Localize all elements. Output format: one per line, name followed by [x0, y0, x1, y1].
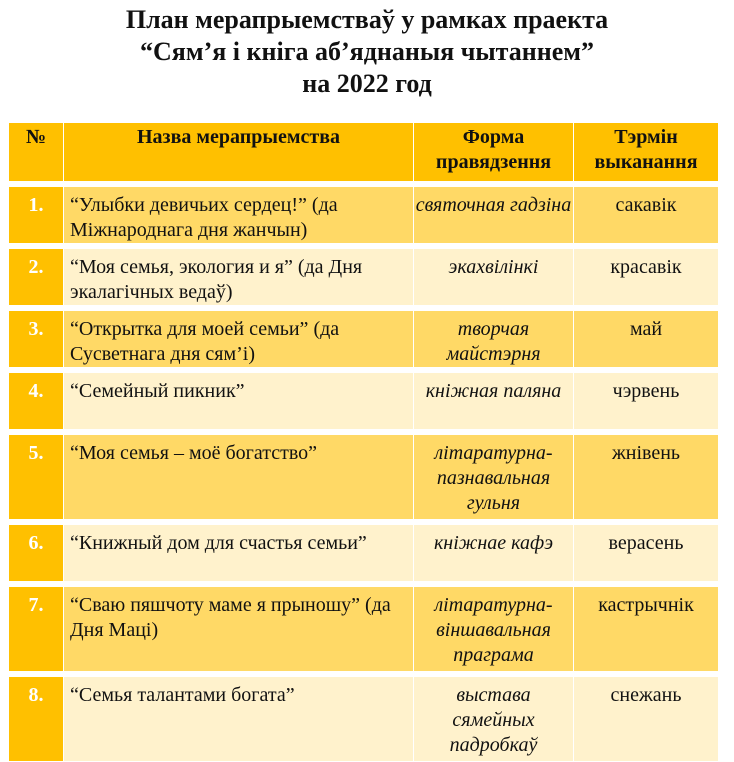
row-event-name: “Сваю пяшчоту маме я прыношу” (да Дня Маці) [64, 587, 414, 672]
row-number: 7. [9, 587, 64, 672]
row-event-term: жнівень [574, 435, 719, 520]
row-event-name: “Моя семья, экология и я” (да Дня экалагічных ведаў) [64, 249, 414, 306]
row-event-name: “Семейный пикник” [64, 373, 414, 430]
row-event-term: чэрвень [574, 373, 719, 430]
row-event-form: святочная гадзіна [414, 187, 574, 244]
table-row [9, 525, 719, 582]
row-event-form: творчая майстэрня [414, 311, 574, 368]
row-event-name: “Книжный дом для счастья семьи” [64, 525, 414, 582]
events-table [8, 122, 719, 762]
row-event-term: верасень [574, 525, 719, 582]
header-term: Тэрмін выканання [574, 123, 719, 182]
row-event-form: літаратурна-пазнавальная гульня [414, 435, 574, 520]
table-row [9, 587, 719, 672]
row-event-form: экахвілінкі [414, 249, 574, 306]
row-event-term: красавік [574, 249, 719, 306]
row-event-name: “Открытка для моей семьи” (да Сусветнага дня сям’і) [64, 311, 414, 368]
row-number: 8. [9, 677, 64, 762]
row-event-term: май [574, 311, 719, 368]
row-number: 4. [9, 373, 64, 430]
row-event-form: кніжная паляна [414, 373, 574, 430]
table-row [9, 187, 719, 244]
row-number: 5. [9, 435, 64, 520]
row-event-form: выстава сямейных падробкаў [414, 677, 574, 762]
row-event-term: кастрычнік [574, 587, 719, 672]
table-row [9, 435, 719, 520]
row-event-name: “Улыбки девичьих сердец!” (да Міжнароднага дня жанчын) [64, 187, 414, 244]
row-event-term: сакавік [574, 187, 719, 244]
title-line-2: “Сям’я і кніга аб’яднаныя чытаннем” [140, 37, 594, 66]
header-name: Назва мерапрыемства [64, 123, 414, 182]
table-row [9, 677, 719, 762]
row-number: 3. [9, 311, 64, 368]
title-line-3: на 2022 год [302, 69, 432, 98]
row-event-term: снежань [574, 677, 719, 762]
row-number: 1. [9, 187, 64, 244]
title-line-1: План мерапрыемстваў у рамках праекта [125, 5, 609, 34]
table-header-row [9, 123, 719, 182]
table-row [9, 373, 719, 430]
row-number: 6. [9, 525, 64, 582]
table-row [9, 311, 719, 368]
row-event-name: “Семья талантами богата” [64, 677, 414, 762]
row-event-form: літаратурна-віншавальная праграма [414, 587, 574, 672]
table-body [9, 182, 719, 762]
header-num: № [9, 123, 64, 182]
row-number: 2. [9, 249, 64, 306]
row-event-form: кніжнае кафэ [414, 525, 574, 582]
table-row [9, 249, 719, 306]
row-event-name: “Моя семья – моё богатство” [64, 435, 414, 520]
page-title [0, 4, 734, 100]
header-form: Форма правядзення [414, 123, 574, 182]
